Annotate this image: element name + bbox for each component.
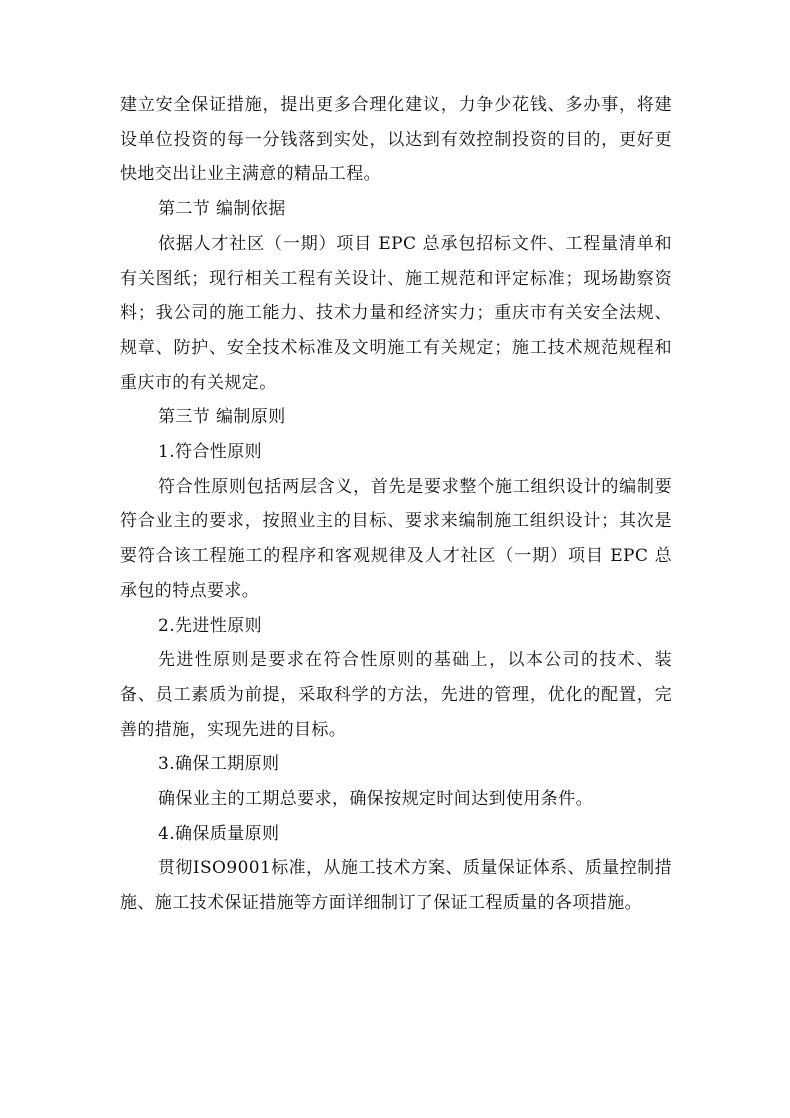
- principle-1-heading: 1.符合性原则: [158, 442, 263, 463]
- document-body: [120, 88, 672, 921]
- principle-3-body: 确保业主的工期总要求，确保按规定时间达到使用条件。: [158, 789, 593, 810]
- section-2-heading: 第二节 编制依据: [158, 199, 286, 220]
- principle-2-heading: 2.先进性原则: [158, 615, 263, 636]
- principle-4-body: 贯彻ISO9001标准，从施工技术方案、质量保证体系、质量控制措施、施工技术保证措施等方面详细制订了保证工程质量的各项措施。: [120, 858, 672, 914]
- principle-1-body: 符合性原则包括两层含义，首先是要求整个施工组织设计的编制要符合业主的要求，按照业主的目标、要求来编制施工组织设计；其次是要符合该工程施工的程序和客观规律及人才社区（一期）项目 EPC 总承包的特点要求。: [120, 476, 672, 601]
- principle-4-heading: 4.确保质量原则: [158, 823, 280, 844]
- section-3-heading: 第三节 编制原则: [158, 407, 286, 428]
- intro-paragraph: 建立安全保证措施，提出更多合理化建议，力争少花钱、多办事，将建设单位投资的每一分钱落到实处，以达到有效控制投资的目的，更好更快地交出让业主满意的精品工程。: [120, 95, 672, 185]
- principle-3-heading: 3.确保工期原则: [158, 754, 280, 775]
- section-2-body: 依据人才社区（一期）项目 EPC 总承包招标文件、工程量清单和有关图纸；现行相关工程有关设计、施工规范和评定标准；现场勘察资料；我公司的施工能力、技术力量和经济实力；重庆市有关安全法规、规章、防护、安全技术标准及文明施工有关规定；施工技术规范规程和重庆市的有关规定。: [120, 233, 672, 393]
- principle-2-body: 先进性原则是要求在符合性原则的基础上，以本公司的技术、装备、员工素质为前提，采取科学的方法，先进的管理，优化的配置，完善的措施，实现先进的目标。: [120, 650, 672, 740]
